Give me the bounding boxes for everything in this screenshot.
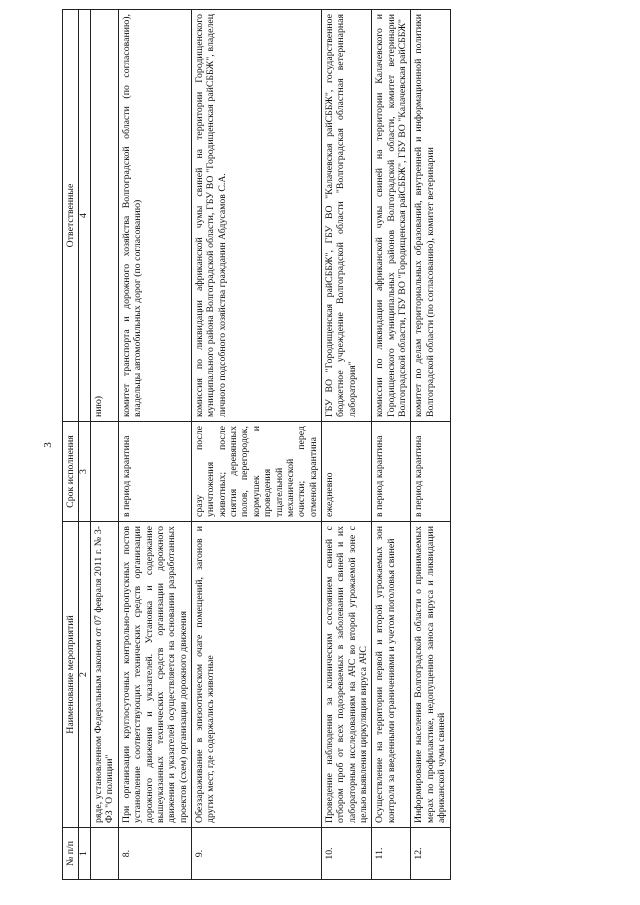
row-number bbox=[91, 828, 119, 880]
column-number: 1 bbox=[79, 828, 91, 880]
measure-term: в период карантина bbox=[118, 422, 191, 522]
table-row bbox=[372, 10, 411, 880]
header-number: № п/п bbox=[63, 828, 79, 880]
measure-responsible: нию) bbox=[91, 10, 119, 422]
measure-name: Информирование населения Волгоградской области о принимаемых мерах по профилактике, недопущению заноса вируса и ликвидации африканской чумы свиней bbox=[411, 522, 450, 828]
measure-term: в период карантина bbox=[411, 422, 450, 522]
measure-term: в период карантина bbox=[372, 422, 411, 522]
column-number: 3 bbox=[79, 422, 91, 522]
measure-responsible: комитет по делам территориальных образований, внутренней и информационной политики Волгоградской области (по согласованию), комитет ветеринарии bbox=[411, 10, 450, 422]
header-responsible: Ответственные bbox=[63, 10, 79, 422]
measure-responsible: комитет транспорта и дорожного хозяйства Волгоградской области (по согласованию), владельцы автомобильных дорог (по согласованию) bbox=[118, 10, 191, 422]
measures-table bbox=[62, 9, 451, 880]
column-numbers-row bbox=[79, 10, 91, 880]
measure-name: Обеззараживание в эпизоотическом очаге помещений, загонов и других мест, где содержались животные bbox=[192, 522, 322, 828]
table-row bbox=[192, 10, 322, 880]
measure-responsible: комиссии по ликвидации африканской чумы свиней на территории Калачевского и Городищенского муниципальных районов Волгоградской области, комитет ветеринарии Волгоградской области, ГБУ ВО "Городищенская райСББЖ", ГБУ ВО "Калачевская райСББЖ" bbox=[372, 10, 411, 422]
table-row bbox=[411, 10, 450, 880]
measure-name: При организации круглосуточных контрольно-пропускных постов установление соответствующих технических средств организации дорожного движения и указателей. Установка и содержание вышеуказанных технических средств организации дорожного движения и указателей осуществляется на основании разработанных проектов (схем) организации дорожного движения bbox=[118, 522, 191, 828]
row-number: 8. bbox=[118, 828, 191, 880]
measure-name: ряде, установленном Федеральным законом от 07 февраля 2011 г. № 3-ФЗ "О полиции" bbox=[91, 522, 119, 828]
measure-term: сразу после уничтожения животных; после снятия деревянных полов, перегородок, кормушек и проведения тщательной механической очистки; перед отменой карантина bbox=[192, 422, 322, 522]
table-header-row bbox=[63, 10, 79, 880]
row-number: 9. bbox=[192, 828, 322, 880]
row-number: 12. bbox=[411, 828, 450, 880]
measure-responsible: комиссия по ликвидации африканской чумы свиней на территории Городищенского муниципального района Волгоградской области, ГБУ ВО "Городищенская райСББЖ", владелец личного подсобного хозяйства гражданин Абдусамов С.А. bbox=[192, 10, 322, 422]
table-row bbox=[321, 10, 371, 880]
measure-name: Осуществление на территории первой и второй угрожаемых зон контроля за введенными ограничениями и учетом поголовья свиней bbox=[372, 522, 411, 828]
measure-term: ежедневно bbox=[321, 422, 371, 522]
measure-term bbox=[91, 422, 119, 522]
rotated-page bbox=[40, 10, 636, 880]
row-number: 11. bbox=[372, 828, 411, 880]
header-measure-name: Наименование мероприятий bbox=[63, 522, 79, 828]
column-number: 4 bbox=[79, 10, 91, 422]
row-number: 10. bbox=[321, 828, 371, 880]
measure-responsible: ГБУ ВО "Городищенская райСББЖ", ГБУ ВО "Калачевская райСББЖ", государственное бюджетное учреждение Волгоградской области "Волгоградская областная ветеринарная лаборатория" bbox=[321, 10, 371, 422]
table-row bbox=[118, 10, 191, 880]
measure-name: Проведение наблюдения за клиническим состоянием свиней с отбором проб от всех подозреваемых в заболевании свиней и их лабораторным исследованиям на АЧС во второй угрожаемой зоне с целью выявления циркуляции вируса АЧС bbox=[321, 522, 371, 828]
page-number: 3 bbox=[42, 442, 54, 448]
header-term: Срок исполнения bbox=[63, 422, 79, 522]
table-row bbox=[91, 10, 119, 880]
column-number: 2 bbox=[79, 522, 91, 828]
